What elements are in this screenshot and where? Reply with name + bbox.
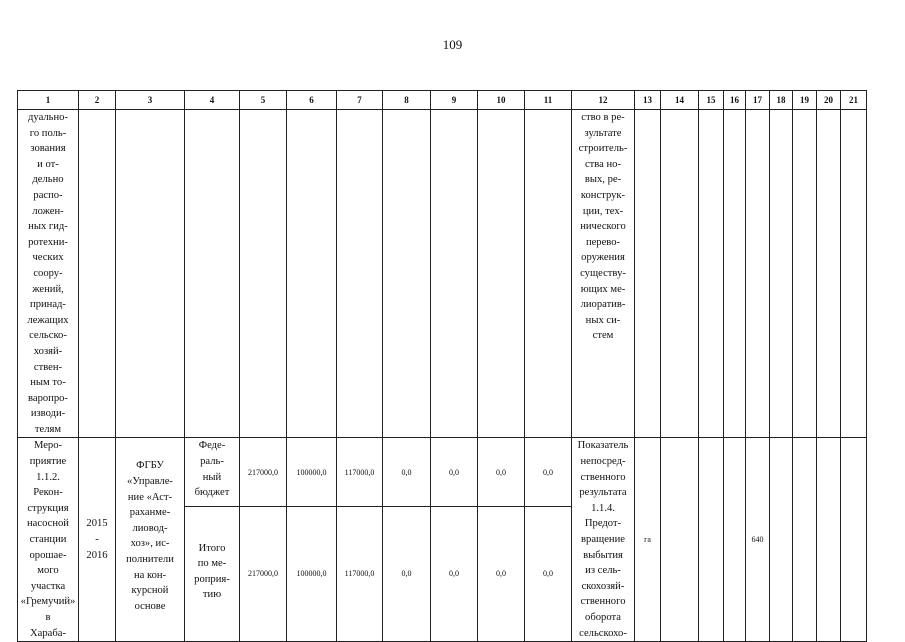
text-line: ства но- [584, 158, 622, 170]
text-line: хозяй- [33, 345, 63, 357]
value-cell: 100000,0 [287, 506, 337, 642]
text-line: жений, [32, 283, 64, 295]
text-line: ство в ре- [581, 112, 625, 123]
value-cell: 0,0 [383, 506, 431, 642]
text-line: лежащих [27, 314, 69, 326]
funding-source [185, 506, 240, 642]
value-cell: 0,0 [383, 438, 431, 506]
header-cell: 8 [383, 91, 431, 110]
text-line: участка [30, 580, 66, 592]
header-cell: 20 [817, 91, 841, 110]
text-line: вращение [581, 534, 625, 546]
text-line: вых, ре- [584, 174, 622, 186]
text-line: хоз», ис- [130, 538, 170, 550]
text-line: Феде- [198, 440, 226, 452]
text-line: ложен- [32, 205, 64, 217]
text-line: 2015 [86, 518, 108, 530]
text-line: Меро- [33, 440, 63, 452]
text-line: Рекон- [33, 487, 63, 499]
header-cell: 16 [724, 91, 746, 110]
row-a-col1 [18, 110, 79, 438]
text-line: и от- [37, 158, 59, 170]
value-cell: 0,0 [478, 506, 525, 642]
text-line: мого [37, 565, 59, 577]
text-line: зования [30, 143, 66, 155]
text-line: струкция [27, 502, 69, 514]
text-line: ции, тех- [582, 205, 624, 217]
text-line: непосред- [580, 456, 626, 468]
table-row [18, 438, 867, 506]
text-line: станции [29, 534, 67, 546]
text-line: ным то- [30, 377, 66, 389]
header-cell: 13 [635, 91, 661, 110]
unit: га [635, 438, 661, 642]
text-line: Итого [198, 542, 226, 554]
text-line: принад- [30, 299, 66, 311]
text-line: - [95, 534, 99, 546]
indicator [572, 438, 635, 642]
header-cell: 12 [572, 91, 635, 110]
text-line: полнители [126, 554, 174, 566]
text-line: дуально- [28, 112, 68, 123]
text-line: лиоратив- [580, 299, 626, 311]
value-cell: 117000,0 [337, 438, 383, 506]
page-number: 109 [442, 37, 463, 52]
text-line: конструк- [580, 189, 626, 201]
text-line: перево- [585, 236, 621, 248]
table-row [18, 110, 867, 438]
text-line: го поль- [29, 127, 67, 139]
text-line: ствен- [33, 361, 63, 373]
text-line: 2016 [86, 549, 108, 561]
target-value: 640 [746, 438, 770, 642]
text-line: стем [592, 330, 614, 342]
text-line: результата [579, 487, 627, 499]
value-cell: 0,0 [431, 506, 478, 642]
funding-source [185, 438, 240, 506]
text-line: соору- [33, 267, 63, 279]
text-line: существу- [580, 267, 626, 279]
header-cell: 21 [841, 91, 867, 110]
value-cell: 0,0 [525, 506, 572, 642]
text-line: «Гремучий» в [20, 596, 76, 623]
value-cell: 100000,0 [287, 438, 337, 506]
text-line: строитель- [578, 143, 628, 155]
budget-table [17, 90, 867, 642]
value-cell: 0,0 [478, 438, 525, 506]
executor [116, 438, 185, 642]
header-cell: 9 [431, 91, 478, 110]
text-line: изводи- [30, 408, 66, 420]
text-line: из сель- [585, 565, 621, 577]
text-line: раханме- [129, 507, 171, 519]
value-cell: 117000,0 [337, 506, 383, 642]
value-cell: 217000,0 [240, 506, 287, 642]
text-line: 1.1.2. [36, 471, 60, 483]
text-line: ческих [32, 252, 64, 264]
header-cell: 10 [478, 91, 525, 110]
value-cell: 0,0 [431, 438, 478, 506]
text-line: раль- [200, 456, 224, 468]
header-cell: 6 [287, 91, 337, 110]
text-line: оборота [585, 612, 621, 623]
text-line: ных си- [585, 314, 621, 326]
header-cell: 3 [116, 91, 185, 110]
header-cell: 19 [793, 91, 817, 110]
text-line: телям [34, 423, 62, 435]
text-line: сельско- [29, 330, 67, 342]
text-line: на кон- [133, 569, 167, 581]
text-line: тию [202, 589, 222, 601]
header-cell: 7 [337, 91, 383, 110]
text-line: ФГБУ [136, 460, 164, 472]
row-a-col12 [572, 110, 635, 438]
text-line: Хараба- [30, 627, 66, 639]
text-line: распо- [33, 189, 63, 201]
header-cell: 14 [661, 91, 699, 110]
text-line: варопро- [28, 392, 68, 404]
header-cell: 4 [185, 91, 240, 110]
header-cell: 1 [18, 91, 79, 110]
text-line: приятие [29, 456, 67, 468]
value-cell: 217000,0 [240, 438, 287, 506]
header-cell: 5 [240, 91, 287, 110]
header-cell: 17 [746, 91, 770, 110]
text-line: нического [580, 221, 626, 233]
text-line: скохозяй- [581, 580, 625, 592]
text-line: Показатель [577, 440, 629, 452]
text-line: насосной [27, 518, 69, 530]
text-line: курсной [131, 585, 169, 597]
header-cell: 15 [699, 91, 724, 110]
text-line: зультате [584, 127, 622, 139]
text-line: ных гид- [28, 221, 68, 233]
text-line: роприя- [194, 573, 230, 585]
header-cell: 18 [770, 91, 793, 110]
text-line: бюджет [194, 487, 230, 499]
text-line: орошае- [29, 549, 67, 561]
text-line: по ме- [197, 558, 227, 570]
text-line: дельно [32, 174, 64, 186]
text-line: оружения [581, 252, 625, 264]
header-cell: 11 [525, 91, 572, 110]
text-line: ственного [580, 471, 626, 483]
text-line: сельскохо- [579, 627, 627, 639]
text-line: 1.1.4. [591, 502, 615, 514]
measure-name [18, 438, 79, 642]
text-line: ющих ме- [580, 283, 626, 295]
period [79, 438, 116, 642]
text-line: выбытия [583, 549, 623, 561]
text-line: ние «Аст- [127, 491, 173, 503]
text-line: ный [202, 471, 222, 483]
header-row [18, 91, 867, 110]
text-line: Предот- [584, 518, 622, 530]
header-cell: 2 [79, 91, 116, 110]
text-line: ротехни- [28, 236, 68, 248]
value-cell: 0,0 [525, 438, 572, 506]
text-line: «Управле- [127, 476, 173, 488]
text-line: основе [134, 600, 166, 612]
text-line: ственного [580, 596, 626, 608]
text-line: лиовод- [132, 522, 168, 534]
